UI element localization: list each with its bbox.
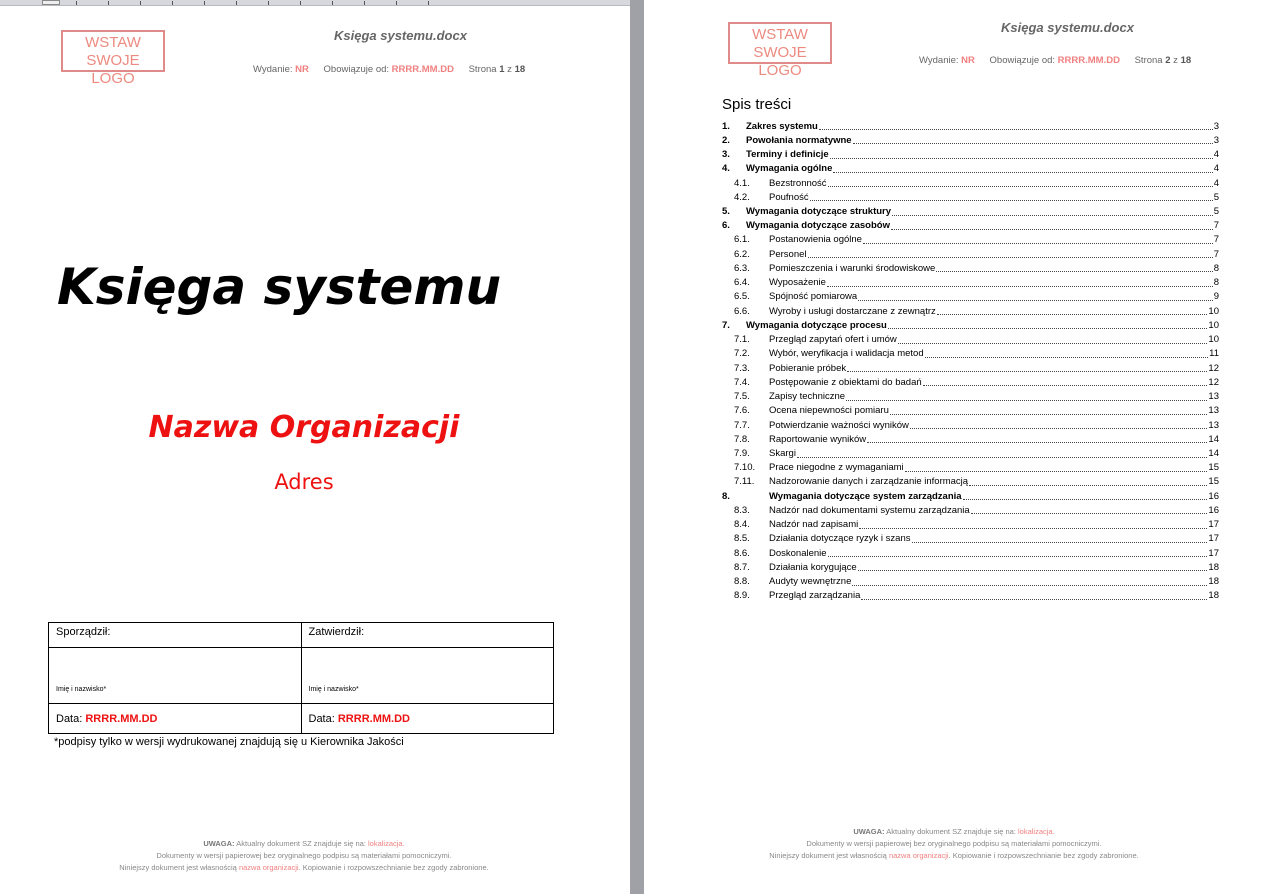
- toc-entry-page: 17: [1208, 533, 1219, 545]
- toc-entry-number: 6.3.: [734, 262, 750, 274]
- header-filename: Księga systemu.docx: [334, 28, 467, 43]
- toc-leader-dots: [852, 578, 1207, 586]
- toc-entry-number: 5.: [722, 206, 730, 218]
- toc-entry[interactable]: [722, 518, 1219, 532]
- toc-leader-dots: [846, 393, 1207, 401]
- toc-entry-number: 7.2.: [734, 348, 750, 360]
- toc-leader-dots: [910, 421, 1208, 429]
- organization-name: Nazwa Organizacji: [148, 410, 460, 445]
- toc-entry-page: 13: [1208, 391, 1219, 403]
- header-meta: [919, 55, 1191, 66]
- toc-entry[interactable]: [722, 503, 1219, 517]
- page-1: [0, 6, 630, 894]
- edition-label: Wydanie:: [919, 55, 959, 66]
- footer-location: lokalizacja.: [368, 839, 405, 848]
- footer-line-3-end: . Kopiowanie i rozpowszechnianie bez zgody zabronione.: [948, 851, 1139, 860]
- toc-leader-dots: [808, 250, 1213, 258]
- prepared-by-cell[interactable]: Sporządził:: [49, 623, 302, 648]
- toc-entry-number: 8.4.: [734, 519, 750, 531]
- toc-entry-page: 13: [1208, 405, 1219, 417]
- toc-entry-label: Skargi: [769, 448, 796, 459]
- toc-entry-page: 10: [1208, 319, 1219, 331]
- logo-placeholder[interactable]: WSTAW SWOJE LOGO: [728, 22, 832, 64]
- toc-entry-label: Powołania normatywne: [746, 134, 852, 146]
- footer-line-2: Dokumenty w wersji papierowej bez oryginalnego podpisu są materiałami pomocniczymi.: [806, 839, 1102, 848]
- toc-entry-label: Wybór, weryfikacja i walidacja metod: [769, 348, 924, 360]
- footer-location: lokalizacja.: [1018, 827, 1055, 836]
- toc-entry-number: 8.: [722, 490, 730, 502]
- toc-entry-label: Poufność: [769, 191, 809, 203]
- toc-entry-label: Wymagania dotyczące struktury: [746, 206, 892, 218]
- ruler-tick: [236, 1, 237, 5]
- toc-leader-dots: [797, 450, 1207, 458]
- toc-entry-number: 8.9.: [734, 590, 750, 602]
- toc-entry[interactable]: [722, 489, 1219, 503]
- toc-entry-page: 4: [1213, 177, 1219, 189]
- valid-value: RRRR.MM.DD: [391, 64, 454, 75]
- toc-entry-label: Pobieranie próbek: [769, 362, 847, 374]
- toc-leader-dots: [892, 208, 1213, 216]
- toc-entry-page: 17: [1208, 547, 1219, 559]
- toc-entry-number: 7.9.: [734, 448, 750, 459]
- footer-org: nazwa organizacji: [238, 863, 299, 872]
- toc-entry-label: Wymagania dotyczące system zarządzania: [769, 490, 962, 502]
- warning-label: UWAGA:: [203, 839, 235, 848]
- toc-leader-dots: [847, 364, 1207, 372]
- page-number: 1: [499, 64, 505, 75]
- toc-entry-page: 4: [1213, 163, 1219, 175]
- toc-entry-page: 3: [1213, 134, 1219, 146]
- ruler-tick: [396, 1, 397, 5]
- footer-line-2: Dokumenty w wersji papierowej bez oryginalnego podpisu są materiałami pomocniczymi.: [156, 851, 452, 860]
- toc-entry-page: 17: [1208, 519, 1219, 531]
- toc-leader-dots: [828, 179, 1213, 187]
- approved-date-cell[interactable]: [301, 704, 554, 734]
- toc-entry-number: 6.5.: [734, 291, 750, 303]
- toc-entry-label: Działania dotyczące ryzyk i szans: [769, 533, 911, 545]
- organization-address: Adres: [274, 470, 334, 494]
- approved-name-cell[interactable]: Imię i nazwisko*: [301, 648, 554, 704]
- toc-entry-number: 6.2.: [734, 248, 750, 260]
- toc-entry[interactable]: [722, 461, 1219, 475]
- ruler-tick: [140, 1, 141, 5]
- toc-entry[interactable]: [722, 133, 1219, 147]
- page-label: Strona: [1134, 55, 1163, 66]
- footer-org: nazwa organizacji: [888, 851, 949, 860]
- toc-leader-dots: [971, 506, 1208, 514]
- page-label: Strona: [468, 64, 497, 75]
- toc-entry-number: 7.7.: [734, 419, 750, 431]
- toc-entry-number: 3.: [722, 149, 730, 161]
- toc-entry-label: Wymagania ogólne: [746, 163, 833, 175]
- toc-entry-label: Wymagania dotyczące procesu: [746, 319, 887, 331]
- footer-line-3: Niniejszy dokument jest własnością: [769, 851, 887, 860]
- valid-label: Obowiązuje od:: [323, 64, 390, 75]
- toc-entry-number: 6.1.: [734, 234, 750, 246]
- toc-entry-page: 4: [1213, 149, 1219, 161]
- footer-line-3-end: . Kopiowanie i rozpowszechnianie bez zgody zabronione.: [298, 863, 489, 872]
- toc-entry-label: Prace niegodne z wymaganiami: [769, 462, 904, 474]
- edition-value: NR: [961, 55, 975, 66]
- toc-entry-number: 7.6.: [734, 405, 750, 417]
- toc-entry[interactable]: [722, 347, 1219, 361]
- prepared-name-cell[interactable]: Imię i nazwisko*: [49, 648, 302, 704]
- toc-leader-dots: [923, 378, 1208, 386]
- toc-entry-page: 10: [1208, 334, 1219, 346]
- toc-entry-number: 7.10.: [734, 462, 756, 474]
- toc-entry-page: 11: [1209, 348, 1219, 360]
- date-value: RRRR.MM.DD: [337, 712, 410, 725]
- toc-entry-label: Nadzór nad zapisami: [769, 519, 859, 531]
- toc-entry-label: Doskonalenie: [769, 547, 827, 559]
- toc-entry-page: 18: [1208, 590, 1219, 602]
- toc-entry-number: 8.6.: [734, 547, 750, 559]
- toc-entry[interactable]: [722, 190, 1219, 204]
- toc-entry-page: 9: [1213, 291, 1219, 303]
- toc-entry[interactable]: [722, 147, 1219, 161]
- date-label: Data:: [56, 712, 83, 725]
- toc-entry-number: 8.5.: [734, 533, 750, 545]
- toc-entry-label: Postępowanie z obiektami do badań: [769, 376, 922, 388]
- toc-leader-dots: [858, 293, 1213, 301]
- toc-entry[interactable]: [722, 418, 1219, 432]
- toc-entry[interactable]: [722, 375, 1219, 389]
- valid-value: RRRR.MM.DD: [1057, 55, 1120, 66]
- valid-label: Obowiązuje od:: [989, 55, 1056, 66]
- toc-entry-label: Przegląd zapytań ofert i umów: [769, 334, 897, 346]
- toc-entry-page: 7: [1213, 234, 1219, 246]
- of-label: z: [1173, 55, 1178, 66]
- toc-leader-dots: [830, 151, 1213, 159]
- warning-label: UWAGA:: [853, 827, 885, 836]
- footer-line-1: Aktualny dokument SZ znajduje się na:: [886, 827, 1016, 836]
- toc-entry-page: 12: [1208, 362, 1219, 374]
- page-footer: [0, 838, 608, 874]
- toc-entry-number: 6.4.: [734, 277, 750, 289]
- toc-entry-number: 8.8.: [734, 576, 750, 588]
- ruler-tick: [268, 1, 269, 5]
- toc-entry[interactable]: [722, 404, 1219, 418]
- toc-entry-number: 4.1.: [734, 177, 750, 189]
- toc-entry-label: Zakres systemu: [746, 120, 818, 132]
- toc-entry[interactable]: [722, 389, 1219, 403]
- of-label: z: [507, 64, 512, 75]
- toc-entry[interactable]: [722, 233, 1219, 247]
- toc-entry[interactable]: [722, 475, 1219, 489]
- total-pages: 18: [1180, 55, 1192, 66]
- document-title: Księga systemu: [57, 258, 502, 316]
- toc-entry-page: 10: [1208, 305, 1219, 317]
- toc-entry-label: Wymagania dotyczące zasobów: [746, 220, 890, 232]
- toc-entry-page: 15: [1208, 476, 1219, 488]
- date-value: RRRR.MM.DD: [85, 712, 158, 725]
- toc-entry-label: Postanowienia ogólne: [769, 234, 862, 246]
- toc-leader-dots: [937, 307, 1208, 315]
- toc-entry-page: 14: [1208, 433, 1219, 445]
- toc-leader-dots: [898, 336, 1208, 344]
- toc-leader-dots: [853, 136, 1213, 144]
- toc-leader-dots: [867, 435, 1207, 443]
- prepared-date-cell[interactable]: [49, 704, 302, 734]
- toc-entry-page: 16: [1208, 490, 1219, 502]
- toc-entry-number: 4.: [722, 163, 730, 175]
- toc-entry-number: 1.: [722, 120, 730, 132]
- toc-leader-dots: [969, 478, 1207, 486]
- toc-leader-dots: [828, 549, 1208, 557]
- toc-entry-label: Przegląd zarządzania: [769, 590, 861, 602]
- toc-entry[interactable]: [722, 333, 1219, 347]
- toc-entry[interactable]: [722, 247, 1219, 261]
- page-2: [644, 0, 1284, 894]
- toc-entry-page: 18: [1208, 576, 1219, 588]
- toc-entry[interactable]: [722, 361, 1219, 375]
- toc-leader-dots: [888, 321, 1208, 329]
- toc-entry-number: 7.3.: [734, 362, 750, 374]
- toc-entry-number: 6.6.: [734, 305, 750, 317]
- toc-entry-label: Działania korygujące: [769, 561, 857, 573]
- toc-entry[interactable]: [722, 560, 1219, 574]
- toc-entry-label: Audyty wewnętrzne: [769, 576, 852, 588]
- toc-leader-dots: [810, 193, 1213, 201]
- toc-entry[interactable]: [722, 532, 1219, 546]
- toc-entry-number: 7.4.: [734, 376, 750, 388]
- toc-entry-label: Wyposażenie: [769, 277, 826, 289]
- toc-entry-label: Ocena niepewności pomiaru: [769, 405, 889, 417]
- toc-entry-number: 7.1.: [734, 334, 750, 346]
- toc-entry[interactable]: [722, 261, 1219, 275]
- date-label: Data:: [308, 712, 335, 725]
- toc-entry-number: 7.11.: [734, 476, 755, 488]
- toc-entry-label: Nadzorowanie danych i zarządzanie informacją: [769, 476, 969, 488]
- footer-line-3: Niniejszy dokument jest własnością: [119, 863, 237, 872]
- logo-placeholder[interactable]: WSTAW SWOJE LOGO: [61, 30, 165, 72]
- footer-line-1: Aktualny dokument SZ znajduje się na:: [236, 839, 366, 848]
- toc-entry[interactable]: [722, 446, 1219, 460]
- header-filename: Księga systemu.docx: [1001, 20, 1134, 35]
- toc-entry-page: 3: [1213, 120, 1219, 132]
- toc-entry[interactable]: [722, 318, 1219, 332]
- toc-leader-dots: [925, 350, 1209, 358]
- toc-leader-dots: [833, 165, 1212, 173]
- toc-entry[interactable]: [722, 276, 1219, 290]
- toc-leader-dots: [963, 492, 1208, 500]
- ruler-tick: [300, 1, 301, 5]
- toc-leader-dots: [912, 535, 1208, 543]
- table-of-contents: [722, 119, 1219, 603]
- indent-marker[interactable]: [42, 0, 60, 5]
- toc-entry[interactable]: [722, 589, 1219, 603]
- toc-entry-page: 7: [1213, 220, 1219, 232]
- toc-entry-number: 4.2.: [734, 191, 750, 203]
- toc-entry-label: Bezstronność: [769, 177, 827, 189]
- toc-entry[interactable]: [722, 219, 1219, 233]
- toc-entry-label: Spójność pomiarowa: [769, 291, 858, 303]
- page-gap: [630, 0, 644, 894]
- signature-note: *podpisy tylko w wersji wydrukowanej znajdują się u Kierownika Jakości: [54, 736, 404, 748]
- toc-entry-number: 8.7.: [734, 561, 750, 573]
- toc-entry-number: 7.8.: [734, 433, 750, 445]
- toc-entry[interactable]: [722, 204, 1219, 218]
- toc-heading: Spis treści: [722, 96, 792, 113]
- toc-entry-number: 8.3.: [734, 504, 750, 516]
- toc-entry-page: 12: [1208, 376, 1219, 388]
- toc-entry[interactable]: [722, 546, 1219, 560]
- toc-entry-label: Potwierdzanie ważności wyników: [769, 419, 909, 431]
- toc-entry[interactable]: [722, 432, 1219, 446]
- toc-entry-number: 7.: [722, 319, 730, 331]
- ruler-tick: [332, 1, 333, 5]
- toc-entry-page: 8: [1213, 262, 1219, 274]
- toc-entry[interactable]: [722, 119, 1219, 133]
- toc-entry-page: 15: [1208, 462, 1219, 474]
- toc-entry-page: 18: [1208, 561, 1219, 573]
- total-pages: 18: [514, 64, 526, 75]
- toc-entry[interactable]: [722, 162, 1219, 176]
- toc-leader-dots: [890, 407, 1208, 415]
- ruler-tick: [204, 1, 205, 5]
- edition-label: Wydanie:: [253, 64, 293, 75]
- toc-entry-number: 2.: [722, 134, 730, 146]
- toc-leader-dots: [936, 264, 1212, 272]
- toc-entry-number: 6.: [722, 220, 730, 232]
- ruler-tick: [172, 1, 173, 5]
- signature-table: [48, 622, 554, 734]
- toc-entry-label: Zapisy techniczne: [769, 391, 846, 403]
- toc-entry-label: Nadzór nad dokumentami systemu zarządzania: [769, 504, 970, 516]
- edition-value: NR: [295, 64, 309, 75]
- page-number: 2: [1165, 55, 1171, 66]
- toc-entry-label: Wyroby i usługi dostarczane z zewnątrz: [769, 305, 936, 317]
- header-meta: [253, 64, 525, 75]
- toc-entry[interactable]: [722, 575, 1219, 589]
- toc-leader-dots: [861, 592, 1207, 600]
- toc-entry[interactable]: [722, 176, 1219, 190]
- toc-entry[interactable]: [722, 304, 1219, 318]
- ruler-tick: [364, 1, 365, 5]
- toc-entry-page: 7: [1213, 248, 1219, 260]
- ruler-tick: [76, 1, 77, 5]
- toc-entry-page: 16: [1208, 504, 1219, 516]
- toc-entry-page: 8: [1213, 277, 1219, 289]
- toc-leader-dots: [891, 222, 1213, 230]
- toc-entry-page: 14: [1208, 448, 1219, 459]
- ruler-tick: [428, 1, 429, 5]
- toc-entry[interactable]: [722, 290, 1219, 304]
- toc-entry-page: 5: [1213, 206, 1219, 218]
- toc-leader-dots: [858, 563, 1208, 571]
- toc-leader-dots: [819, 122, 1213, 130]
- toc-leader-dots: [905, 464, 1208, 472]
- toc-entry-label: Pomieszczenia i warunki środowiskowe: [769, 262, 936, 274]
- toc-leader-dots: [863, 236, 1213, 244]
- toc-entry-label: Terminy i definicje: [746, 149, 829, 161]
- toc-entry-label: Personel: [769, 248, 807, 260]
- toc-entry-page: 13: [1208, 419, 1219, 431]
- toc-entry-page: 5: [1213, 191, 1219, 203]
- toc-leader-dots: [859, 521, 1207, 529]
- toc-entry-number: 7.5.: [734, 391, 750, 403]
- approved-by-cell[interactable]: Zatwierdził:: [301, 623, 554, 648]
- ruler-tick: [108, 1, 109, 5]
- page-footer: [634, 826, 1274, 862]
- toc-leader-dots: [827, 279, 1213, 287]
- toc-entry-label: Raportowanie wyników: [769, 433, 867, 445]
